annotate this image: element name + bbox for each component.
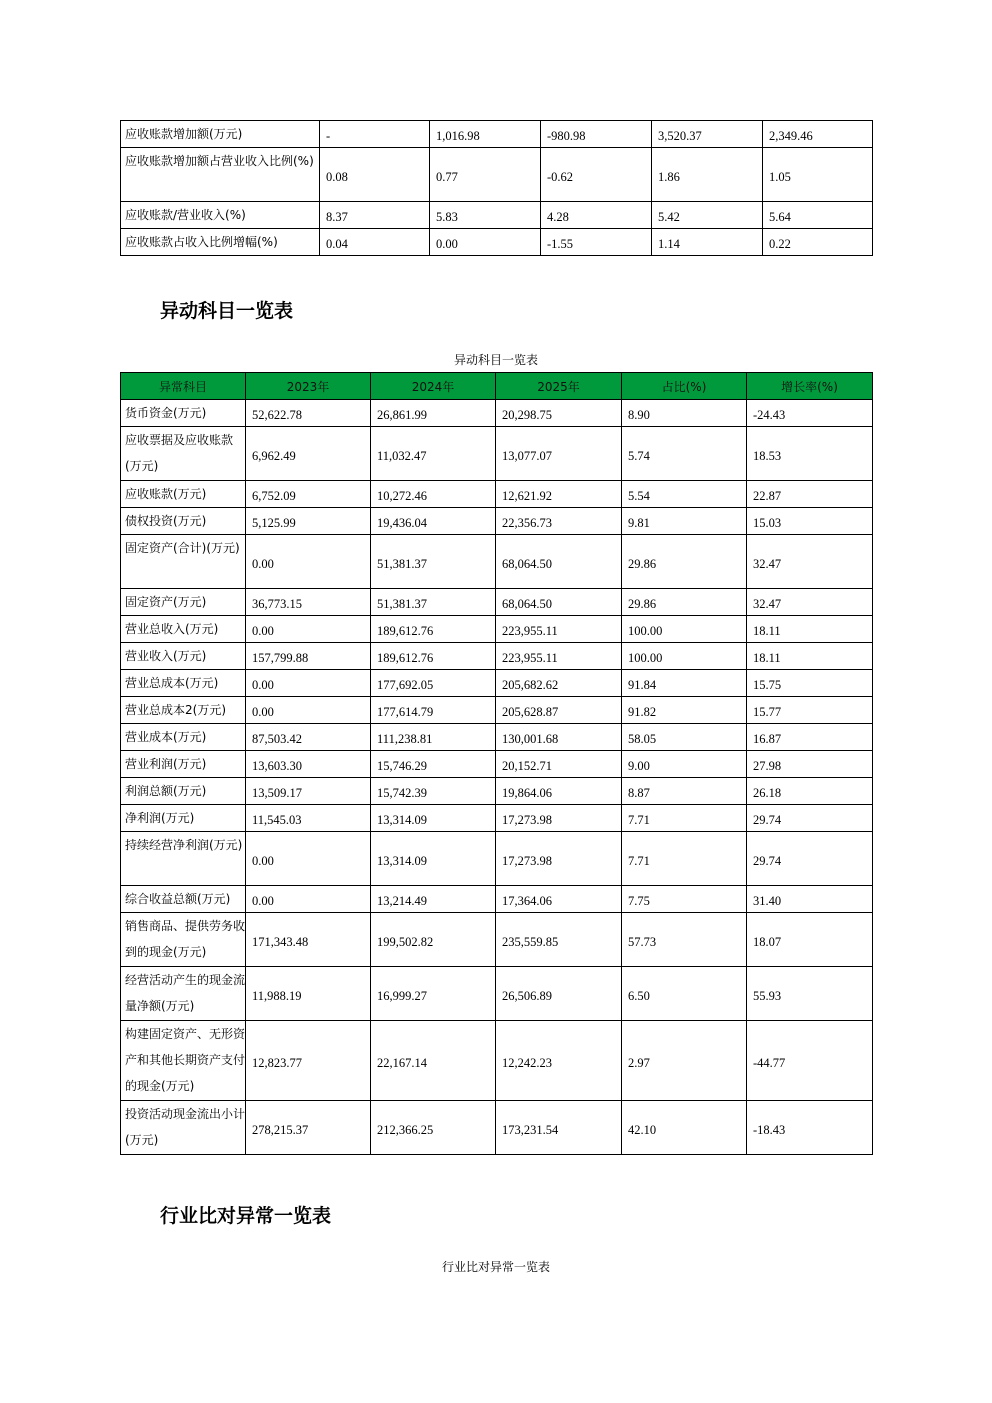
cell-value: 36,773.15	[246, 589, 371, 616]
column-header: 增长率(%)	[747, 373, 873, 400]
cell-value: 13,603.30	[246, 751, 371, 778]
cell-value: 16.87	[747, 724, 873, 751]
section-heading-industry-comparison: 行业比对异常一览表	[160, 1205, 332, 1227]
cell-value: 12,242.23	[496, 1021, 622, 1101]
cell-value: -24.43	[747, 400, 873, 427]
cell-value: 12,621.92	[496, 481, 622, 508]
table-row	[121, 616, 873, 643]
cell-value: 29.74	[747, 832, 873, 886]
cell-value: 0.04	[320, 229, 430, 256]
row-label: 应收账款增加额(万元)	[121, 121, 320, 148]
table-row	[121, 697, 873, 724]
cell-value: 0.00	[246, 832, 371, 886]
row-label: 债权投资(万元)	[121, 508, 246, 535]
cell-value: 212,366.25	[371, 1101, 496, 1155]
cell-value: 10,272.46	[371, 481, 496, 508]
row-label: 应收账款/营业收入(%)	[121, 202, 320, 229]
cell-value: 18.11	[747, 643, 873, 670]
cell-value: 5.54	[622, 481, 747, 508]
table-row	[121, 670, 873, 697]
row-label: 营业收入(万元)	[121, 643, 246, 670]
cell-value: 13,214.49	[371, 886, 496, 913]
table-row	[121, 535, 873, 589]
column-header: 异常科目	[121, 373, 246, 400]
cell-value: 5.74	[622, 427, 747, 481]
cell-value: -44.77	[747, 1021, 873, 1101]
cell-value: 1.05	[763, 148, 873, 202]
cell-value: 68,064.50	[496, 535, 622, 589]
cell-value: 57.73	[622, 913, 747, 967]
cell-value: 22,356.73	[496, 508, 622, 535]
table-row	[121, 121, 873, 148]
cell-value: 17,273.98	[496, 805, 622, 832]
cell-value: 111,238.81	[371, 724, 496, 751]
cell-value: 157,799.88	[246, 643, 371, 670]
cell-value: 20,298.75	[496, 400, 622, 427]
row-label: 营业总成本(万元)	[121, 670, 246, 697]
column-header: 2024年	[371, 373, 496, 400]
cell-value: 0.00	[246, 670, 371, 697]
cell-value: 6,962.49	[246, 427, 371, 481]
table-row	[121, 1021, 873, 1101]
cell-value: 13,077.07	[496, 427, 622, 481]
cell-value: 11,545.03	[246, 805, 371, 832]
cell-value: 177,614.79	[371, 697, 496, 724]
cell-value: 100.00	[622, 616, 747, 643]
table-row	[121, 724, 873, 751]
cell-value: 91.82	[622, 697, 747, 724]
cell-value: 13,509.17	[246, 778, 371, 805]
row-label: 营业成本(万元)	[121, 724, 246, 751]
row-label: 营业总成本2(万元)	[121, 697, 246, 724]
table-row	[121, 481, 873, 508]
table-caption-abnormal-items: 异动科目一览表	[453, 353, 538, 367]
receivables-table	[120, 120, 873, 256]
cell-value: 91.84	[622, 670, 747, 697]
cell-value: 32.47	[747, 535, 873, 589]
column-header: 2025年	[496, 373, 622, 400]
cell-value: 52,622.78	[246, 400, 371, 427]
cell-value: 4.28	[541, 202, 652, 229]
cell-value: 29.86	[622, 535, 747, 589]
cell-value: 205,682.62	[496, 670, 622, 697]
row-label: 投资活动现金流出小计(万元)	[121, 1101, 246, 1155]
cell-value: 9.00	[622, 751, 747, 778]
cell-value: 22,167.14	[371, 1021, 496, 1101]
cell-value: 31.40	[747, 886, 873, 913]
table-header-row	[121, 373, 873, 400]
cell-value: 7.71	[622, 832, 747, 886]
table-row	[121, 778, 873, 805]
cell-value: 7.75	[622, 886, 747, 913]
table-row	[121, 202, 873, 229]
column-header: 2023年	[246, 373, 371, 400]
cell-value: 6,752.09	[246, 481, 371, 508]
cell-value: 12,823.77	[246, 1021, 371, 1101]
cell-value: 189,612.76	[371, 616, 496, 643]
cell-value: 68,064.50	[496, 589, 622, 616]
row-label: 综合收益总额(万元)	[121, 886, 246, 913]
cell-value: 11,988.19	[246, 967, 371, 1021]
row-label: 固定资产(万元)	[121, 589, 246, 616]
abnormal-items-table	[120, 372, 873, 1155]
row-label: 净利润(万元)	[121, 805, 246, 832]
table-row	[121, 400, 873, 427]
cell-value: -1.55	[541, 229, 652, 256]
cell-value: 223,955.11	[496, 643, 622, 670]
cell-value: 0.08	[320, 148, 430, 202]
cell-value: 22.87	[747, 481, 873, 508]
row-label: 构建固定资产、无形资产和其他长期资产支付的现金(万元)	[121, 1021, 246, 1101]
table-row	[121, 427, 873, 481]
row-label: 固定资产(合计)(万元)	[121, 535, 246, 589]
cell-value: 8.87	[622, 778, 747, 805]
cell-value: 1.14	[652, 229, 763, 256]
row-label: 应收票据及应收账款(万元)	[121, 427, 246, 481]
table-caption-industry-comparison: 行业比对异常一览表	[441, 1260, 550, 1274]
table-row	[121, 886, 873, 913]
cell-value: 19,864.06	[496, 778, 622, 805]
table-row	[121, 508, 873, 535]
cell-value: 15,746.29	[371, 751, 496, 778]
cell-value: 0.00	[246, 535, 371, 589]
cell-value: 0.00	[246, 616, 371, 643]
row-label: 应收账款增加额占营业收入比例(%)	[121, 148, 320, 202]
table-row	[121, 148, 873, 202]
cell-value: 0.00	[246, 886, 371, 913]
cell-value: 29.74	[747, 805, 873, 832]
cell-value: 1,016.98	[430, 121, 541, 148]
cell-value: 205,628.87	[496, 697, 622, 724]
cell-value: 177,692.05	[371, 670, 496, 697]
cell-value: 278,215.37	[246, 1101, 371, 1155]
cell-value: 26,506.89	[496, 967, 622, 1021]
cell-value: 26.18	[747, 778, 873, 805]
cell-value: 189,612.76	[371, 643, 496, 670]
row-label: 销售商品、提供劳务收到的现金(万元)	[121, 913, 246, 967]
cell-value: 0.22	[763, 229, 873, 256]
row-label: 应收账款占收入比例增幅(%)	[121, 229, 320, 256]
table-row	[121, 967, 873, 1021]
cell-value: 0.77	[430, 148, 541, 202]
cell-value: 171,343.48	[246, 913, 371, 967]
row-label: 营业利润(万元)	[121, 751, 246, 778]
row-label: 货币资金(万元)	[121, 400, 246, 427]
cell-value: 17,273.98	[496, 832, 622, 886]
cell-value: 15.03	[747, 508, 873, 535]
cell-value: 0.00	[246, 697, 371, 724]
cell-value: 173,231.54	[496, 1101, 622, 1155]
cell-value: 13,314.09	[371, 832, 496, 886]
cell-value: 18.53	[747, 427, 873, 481]
cell-value: 130,001.68	[496, 724, 622, 751]
cell-value: 15.75	[747, 670, 873, 697]
cell-value: -18.43	[747, 1101, 873, 1155]
cell-value: 5.42	[652, 202, 763, 229]
row-label: 利润总额(万元)	[121, 778, 246, 805]
cell-value: 5.64	[763, 202, 873, 229]
cell-value: 9.81	[622, 508, 747, 535]
cell-value: -0.62	[541, 148, 652, 202]
cell-value: -980.98	[541, 121, 652, 148]
cell-value: 6.50	[622, 967, 747, 1021]
cell-value: 32.47	[747, 589, 873, 616]
column-header: 占比(%)	[622, 373, 747, 400]
cell-value: 100.00	[622, 643, 747, 670]
cell-value: 223,955.11	[496, 616, 622, 643]
cell-value: 51,381.37	[371, 589, 496, 616]
table-row	[121, 1101, 873, 1155]
cell-value: 17,364.06	[496, 886, 622, 913]
cell-value: 15,742.39	[371, 778, 496, 805]
cell-value: 55.93	[747, 967, 873, 1021]
cell-value: 8.90	[622, 400, 747, 427]
cell-value: -	[320, 121, 430, 148]
cell-value: 29.86	[622, 589, 747, 616]
table-row	[121, 805, 873, 832]
cell-value: 199,502.82	[371, 913, 496, 967]
cell-value: 18.07	[747, 913, 873, 967]
row-label: 持续经营净利润(万元)	[121, 832, 246, 886]
section-heading-abnormal-items: 异动科目一览表	[160, 300, 294, 322]
cell-value: 8.37	[320, 202, 430, 229]
cell-value: 16,999.27	[371, 967, 496, 1021]
table-row	[121, 751, 873, 778]
table-row	[121, 229, 873, 256]
cell-value: 5,125.99	[246, 508, 371, 535]
table-row	[121, 832, 873, 886]
row-label: 应收账款(万元)	[121, 481, 246, 508]
cell-value: 26,861.99	[371, 400, 496, 427]
cell-value: 5.83	[430, 202, 541, 229]
table-row	[121, 913, 873, 967]
cell-value: 0.00	[430, 229, 541, 256]
cell-value: 13,314.09	[371, 805, 496, 832]
cell-value: 51,381.37	[371, 535, 496, 589]
cell-value: 7.71	[622, 805, 747, 832]
cell-value: 58.05	[622, 724, 747, 751]
table-row	[121, 589, 873, 616]
cell-value: 2.97	[622, 1021, 747, 1101]
cell-value: 27.98	[747, 751, 873, 778]
cell-value: 15.77	[747, 697, 873, 724]
table-row	[121, 643, 873, 670]
cell-value: 18.11	[747, 616, 873, 643]
row-label: 营业总收入(万元)	[121, 616, 246, 643]
cell-value: 2,349.46	[763, 121, 873, 148]
cell-value: 1.86	[652, 148, 763, 202]
cell-value: 19,436.04	[371, 508, 496, 535]
row-label: 经营活动产生的现金流量净额(万元)	[121, 967, 246, 1021]
cell-value: 3,520.37	[652, 121, 763, 148]
cell-value: 42.10	[622, 1101, 747, 1155]
cell-value: 20,152.71	[496, 751, 622, 778]
cell-value: 87,503.42	[246, 724, 371, 751]
cell-value: 235,559.85	[496, 913, 622, 967]
cell-value: 11,032.47	[371, 427, 496, 481]
